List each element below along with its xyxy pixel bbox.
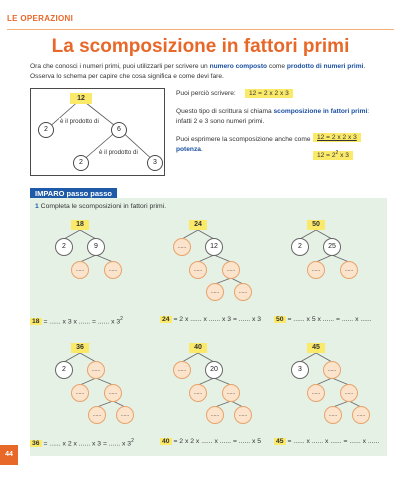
type-paragraph: Questo tipo di scrittura si chiama scomposizione in fattori primi: infatti 2 e 3 sono numeri primi. xyxy=(176,108,370,125)
tree-node-left[interactable]: ...... xyxy=(173,238,191,256)
formula-exponent: 2 xyxy=(131,438,134,444)
tree-blank-node[interactable]: ...... xyxy=(340,261,358,279)
power-paragraph: Puoi esprimere la scomposizione anche come potenza. xyxy=(176,136,311,153)
tree-blank-node[interactable]: ...... xyxy=(116,406,134,424)
scheme-edge-label-2: è il prodotto di xyxy=(99,149,138,156)
tree-blank-node[interactable]: ...... xyxy=(307,384,325,402)
tree-node-left: 2 xyxy=(55,361,73,379)
intro-text-1: Ora che conosci i numeri primi, puoi utilizzarli per scrivere un xyxy=(30,63,210,70)
tree-blank-node[interactable]: ...... xyxy=(104,261,122,279)
tree-node-left[interactable]: ...... xyxy=(173,361,191,379)
intro-term-composite: numero composto xyxy=(209,63,268,70)
formula-exponent: 2 xyxy=(120,316,123,322)
tree-node-right: 12 xyxy=(205,238,223,256)
tree-root: 18 xyxy=(71,220,89,230)
power-formula-1: 12 = 2 x 2 x 3 xyxy=(313,133,361,143)
tree-node-left: 2 xyxy=(291,238,309,256)
formula-number: 24 xyxy=(162,316,170,323)
formula-text: = ...... x 5 x ...... = ...... x ...... xyxy=(285,316,372,323)
page-title: La scomposizione in fattori primi xyxy=(51,36,350,57)
formula-number: 18 xyxy=(32,318,40,326)
tree-blank-node[interactable]: ...... xyxy=(206,283,224,301)
tree-blank-node[interactable]: ...... xyxy=(104,384,122,402)
tree-root: 45 xyxy=(307,343,325,353)
tree-blank-node[interactable]: ...... xyxy=(324,406,342,424)
intro-text-2: come xyxy=(267,63,287,70)
tree-blank-node[interactable]: ...... xyxy=(352,406,370,424)
tree-node-left: 3 xyxy=(291,361,309,379)
tree-blank-node[interactable]: ...... xyxy=(88,406,106,424)
formula-text: = 2 x ...... x ...... x 3 = ...... x 3 xyxy=(171,316,262,323)
tree-blank-node[interactable]: ...... xyxy=(234,283,252,301)
tree-node-left: 2 xyxy=(55,238,73,256)
write-label: Puoi perciò scrivere: xyxy=(176,90,236,97)
formula-text: = 2 x 2 x ...... x ...... = ...... x 5 xyxy=(171,438,262,445)
scheme-node-bl: 2 xyxy=(73,155,89,171)
tree-formula[interactable] xyxy=(274,438,379,445)
tree-blank-node[interactable]: ...... xyxy=(206,406,224,424)
formula-text: = ...... x 3 x ...... = ...... x 3 xyxy=(41,318,121,326)
tree-blank-node[interactable]: ...... xyxy=(71,384,89,402)
intro-term-product: prodotto di numeri primi xyxy=(286,63,364,70)
tree-node-right: 20 xyxy=(205,361,223,379)
section-label: LE OPERAZIONI xyxy=(7,14,74,23)
tree-blank-node[interactable]: ...... xyxy=(234,406,252,424)
tree-root: 50 xyxy=(307,220,325,230)
tree-blank-node[interactable]: ...... xyxy=(340,384,358,402)
tree-node-right: 9 xyxy=(87,238,105,256)
formula-text: = ...... x 2 x ...... x 3 = ...... x 3 xyxy=(41,440,132,448)
formula-number: 45 xyxy=(276,438,284,445)
formula-number: 36 xyxy=(32,440,40,448)
tree-blank-node[interactable]: ...... xyxy=(189,384,207,402)
tree-root: 36 xyxy=(71,343,89,353)
tree-blank-node[interactable]: ...... xyxy=(222,261,240,279)
formula-number: 50 xyxy=(276,316,284,323)
scheme-root: 12 xyxy=(70,93,92,104)
scheme-edge-label-1: è il prodotto di xyxy=(60,118,99,125)
tree-node-right: 25 xyxy=(323,238,341,256)
scheme-node-br: 3 xyxy=(147,155,163,171)
tree-node-right[interactable]: ...... xyxy=(87,361,105,379)
formula-text: = ...... x ...... x ...... = ...... x ...... xyxy=(285,438,380,445)
tree-blank-node[interactable]: ...... xyxy=(71,261,89,279)
formula-number: 40 xyxy=(162,438,170,445)
page-number: 44 xyxy=(0,445,18,465)
power-formula-2: $12 = 2^2$ x 3 xyxy=(313,148,353,161)
exercise-tag: IMPARO passo passo xyxy=(30,188,117,199)
scheme-node-mid: 6 xyxy=(111,122,127,138)
tree-blank-node[interactable]: ...... xyxy=(222,384,240,402)
tree-root: 24 xyxy=(189,220,207,230)
scheme-node-left: 2 xyxy=(38,122,54,138)
exercise-instruction: 1 Completa le scomposizioni in fattori primi. xyxy=(35,203,167,210)
write-formula: 12 = 2 x 2 x 3 xyxy=(245,89,293,99)
tree-root: 40 xyxy=(189,343,207,353)
tree-blank-node[interactable]: ...... xyxy=(307,261,325,279)
intro-text-3: . Osserva lo schema per capire che cosa significa e come devi fare. xyxy=(30,63,366,80)
tree-blank-node[interactable]: ...... xyxy=(189,261,207,279)
tree-node-right[interactable]: ...... xyxy=(323,361,341,379)
